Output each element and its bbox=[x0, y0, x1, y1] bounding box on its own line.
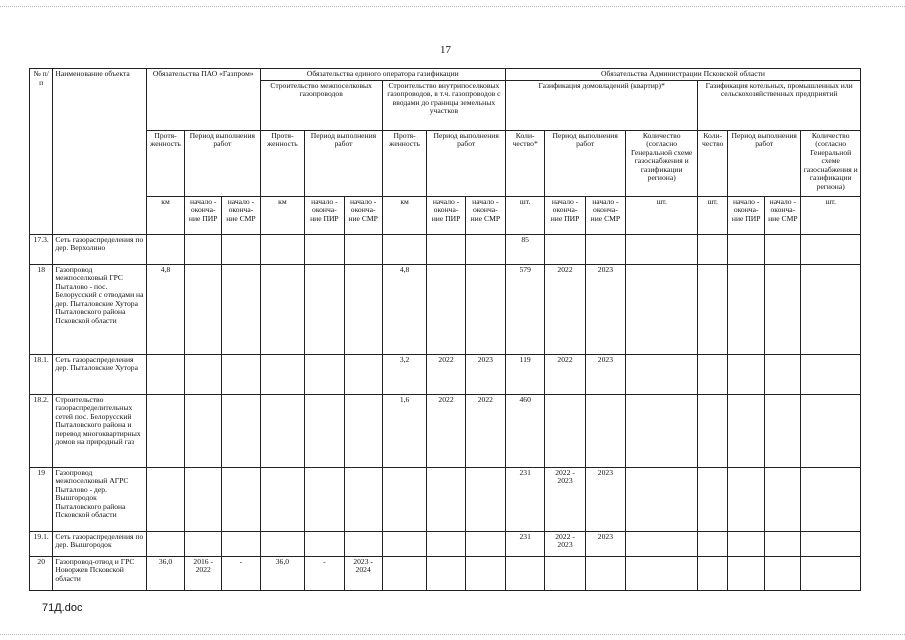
table-row bbox=[30, 531, 861, 556]
table-cell bbox=[765, 264, 801, 354]
unit-km: км bbox=[382, 196, 427, 234]
table-cell: 2022 bbox=[465, 394, 505, 467]
unit-pcs: шт. bbox=[626, 196, 698, 234]
table-cell bbox=[427, 556, 465, 590]
header-count-scheme: Количество (согласно Генеральной схеме газоснабжения и газификации региона) bbox=[626, 130, 698, 196]
table-cell bbox=[305, 264, 344, 354]
table-cell: - bbox=[222, 556, 260, 590]
table-cell bbox=[728, 394, 765, 467]
unit-smr: начало - оконча-ние СМР bbox=[765, 196, 801, 234]
table-cell bbox=[382, 531, 427, 556]
table-cell bbox=[260, 234, 305, 264]
table-cell: 2022 - 2023 bbox=[545, 531, 585, 556]
table-cell bbox=[146, 234, 184, 264]
header-count-scheme: Количество (согласно Генеральной схеме газоснабжения и газификации региона) bbox=[801, 130, 861, 196]
table-cell bbox=[626, 264, 698, 354]
table-cell bbox=[728, 234, 765, 264]
table-cell bbox=[305, 354, 344, 394]
table-cell bbox=[626, 556, 698, 590]
table-cell: 231 bbox=[506, 531, 545, 556]
table-cell bbox=[260, 467, 305, 531]
table-cell: 2023 bbox=[585, 264, 625, 354]
table-cell bbox=[260, 531, 305, 556]
unit-pir: начало - оконча-ние ПИР bbox=[728, 196, 765, 234]
table-cell bbox=[427, 234, 465, 264]
scan-edge-top bbox=[0, 6, 905, 8]
table-cell bbox=[185, 354, 222, 394]
table-cell bbox=[545, 394, 585, 467]
unit-pir: начало - оконча-ние ПИР bbox=[545, 196, 585, 234]
table-row bbox=[30, 467, 861, 531]
table-cell bbox=[427, 467, 465, 531]
object-name: Сеть газораспределения дер. Пыталовские Хутора bbox=[53, 354, 147, 394]
table-cell: - bbox=[305, 556, 344, 590]
object-name: Газопровод межпоселковый ГРС Пыталово - пос. Белорусский с отводами на дер. Пыталовские Хутора Пыталовского района Псковской области bbox=[53, 264, 147, 354]
table-cell bbox=[382, 467, 427, 531]
table-cell bbox=[765, 354, 801, 394]
table-cell bbox=[222, 467, 260, 531]
table-cell: 2023 bbox=[585, 467, 625, 531]
table-cell bbox=[222, 531, 260, 556]
row-number: 20 bbox=[30, 556, 53, 590]
object-name: Газопровод межпоселковый АГРС Пыталово - дер. Вышгородок Пыталовского района Псковской области bbox=[53, 467, 147, 531]
object-name: Сеть газораспределения по дер. Вышгородок bbox=[53, 531, 147, 556]
table-cell bbox=[765, 234, 801, 264]
header-operator: Обязательства единого оператора газификации bbox=[260, 69, 505, 81]
table-cell bbox=[382, 234, 427, 264]
table-cell bbox=[698, 264, 728, 354]
table-row bbox=[30, 234, 861, 264]
unit-smr: начало - оконча-ние СМР bbox=[465, 196, 505, 234]
header-length: Протя-женность bbox=[260, 130, 305, 196]
table-cell bbox=[801, 264, 861, 354]
table-cell: 2016 - 2022 bbox=[185, 556, 222, 590]
unit-pcs: шт. bbox=[506, 196, 545, 234]
table-cell bbox=[260, 264, 305, 354]
table-cell bbox=[465, 467, 505, 531]
table-cell bbox=[626, 467, 698, 531]
table-cell: 4,8 bbox=[382, 264, 427, 354]
table-cell: 2022 - 2023 bbox=[545, 467, 585, 531]
header-admin-boilers: Газификация котельных, промышленных или сельскохозяйственных предприятий bbox=[698, 80, 861, 130]
table-cell bbox=[222, 264, 260, 354]
table-cell bbox=[185, 531, 222, 556]
table-cell bbox=[344, 531, 382, 556]
table-cell bbox=[728, 556, 765, 590]
table-cell bbox=[801, 394, 861, 467]
table-cell bbox=[146, 531, 184, 556]
table-cell bbox=[344, 264, 382, 354]
header-num: № п/п bbox=[30, 69, 53, 235]
table-cell bbox=[626, 394, 698, 467]
table-cell: 2023 bbox=[465, 354, 505, 394]
table-cell bbox=[305, 234, 344, 264]
table-cell bbox=[185, 234, 222, 264]
unit-smr: начало - оконча-ние СМР bbox=[585, 196, 625, 234]
table-cell bbox=[698, 467, 728, 531]
unit-pir: начало - оконча-ние ПИР bbox=[185, 196, 222, 234]
table-cell: 85 bbox=[506, 234, 545, 264]
table-cell bbox=[506, 556, 545, 590]
unit-smr: начало - оконча-ние СМР bbox=[222, 196, 260, 234]
table-cell bbox=[801, 556, 861, 590]
table-cell: 2022 bbox=[545, 354, 585, 394]
row-number: 18.2. bbox=[30, 394, 53, 467]
table-cell bbox=[146, 354, 184, 394]
table-cell bbox=[801, 467, 861, 531]
table-cell bbox=[698, 234, 728, 264]
object-name: Строительство газораспределительных сетей пос. Белорусский Пыталовского района и перевод многоквартирных домов на природный газ bbox=[53, 394, 147, 467]
table-cell bbox=[801, 234, 861, 264]
table-cell bbox=[185, 467, 222, 531]
header-period: Период выполнения работ bbox=[427, 130, 506, 196]
table-cell bbox=[728, 354, 765, 394]
row-number: 18.1. bbox=[30, 354, 53, 394]
table-cell: 231 bbox=[506, 467, 545, 531]
table-cell bbox=[765, 531, 801, 556]
header-period: Период выполнения работ bbox=[728, 130, 801, 196]
table-cell bbox=[765, 394, 801, 467]
table-cell: 2022 bbox=[545, 264, 585, 354]
table-cell bbox=[698, 394, 728, 467]
table-cell bbox=[465, 556, 505, 590]
table-cell bbox=[185, 394, 222, 467]
table-cell bbox=[728, 467, 765, 531]
header-operator-intersettlement: Строительство межпоселковых газопроводов bbox=[260, 80, 382, 130]
table-cell bbox=[146, 394, 184, 467]
table-cell bbox=[222, 234, 260, 264]
scan-edge-bottom bbox=[0, 634, 905, 636]
object-name: Газопровод-отвод и ГРС Новоржев Псковской области bbox=[53, 556, 147, 590]
table-cell bbox=[465, 264, 505, 354]
header-count: Коли-чество* bbox=[506, 130, 545, 196]
table-cell bbox=[801, 354, 861, 394]
row-number: 19.1. bbox=[30, 531, 53, 556]
unit-pir: начало - оконча-ние ПИР bbox=[427, 196, 465, 234]
header-count: Коли-чество bbox=[698, 130, 728, 196]
table-cell bbox=[146, 467, 184, 531]
header-admin-households: Газификация домовладений (квартир)* bbox=[506, 80, 698, 130]
footer-filename: 71Д.doc bbox=[42, 602, 83, 614]
table-cell bbox=[305, 467, 344, 531]
table-cell: 2023 bbox=[585, 354, 625, 394]
table-cell bbox=[344, 467, 382, 531]
header-period: Период выполнения работ bbox=[185, 130, 260, 196]
unit-pir: начало - оконча-ние ПИР bbox=[305, 196, 344, 234]
table-cell: 2023 bbox=[585, 531, 625, 556]
unit-pcs: шт. bbox=[698, 196, 728, 234]
table-cell bbox=[382, 556, 427, 590]
table-cell: 460 bbox=[506, 394, 545, 467]
header-length: Протя-женность bbox=[382, 130, 427, 196]
table-row bbox=[30, 264, 861, 354]
table-cell bbox=[427, 264, 465, 354]
table-cell bbox=[626, 531, 698, 556]
header-gazprom: Обязательства ПАО «Газпром» bbox=[146, 69, 260, 131]
table-cell: 2022 bbox=[427, 394, 465, 467]
table-cell bbox=[626, 234, 698, 264]
header-operator-intrasettlement: Строительство внутрипоселковых газопроводов, в т.ч. газопроводов с вводами до границы земельных участков bbox=[382, 80, 505, 130]
page-number: 17 bbox=[440, 44, 451, 56]
table-cell: 36,0 bbox=[260, 556, 305, 590]
object-name: Сеть газораспределения по дер. Верхолино bbox=[53, 234, 147, 264]
table-cell: 119 bbox=[506, 354, 545, 394]
table-cell bbox=[222, 354, 260, 394]
table-cell bbox=[765, 556, 801, 590]
table-cell bbox=[260, 354, 305, 394]
header-period: Период выполнения работ bbox=[545, 130, 626, 196]
table-cell bbox=[344, 394, 382, 467]
unit-km: км bbox=[146, 196, 184, 234]
table-cell bbox=[728, 531, 765, 556]
table-cell bbox=[585, 234, 625, 264]
header-period: Период выполнения работ bbox=[305, 130, 383, 196]
unit-smr: начало - оконча-ние СМР bbox=[344, 196, 382, 234]
table-cell: 1,6 bbox=[382, 394, 427, 467]
table-cell bbox=[465, 234, 505, 264]
table-cell bbox=[222, 394, 260, 467]
table-cell: 579 bbox=[506, 264, 545, 354]
table-cell bbox=[626, 354, 698, 394]
header-admin: Обязательства Администрации Псковской области bbox=[506, 69, 861, 81]
table-cell bbox=[585, 556, 625, 590]
table-cell: 2022 bbox=[427, 354, 465, 394]
table-cell bbox=[728, 264, 765, 354]
table-cell bbox=[185, 264, 222, 354]
table-row bbox=[30, 556, 861, 590]
unit-km: км bbox=[260, 196, 305, 234]
table-cell: 2023 - 2024 bbox=[344, 556, 382, 590]
table-cell bbox=[698, 556, 728, 590]
row-number: 18 bbox=[30, 264, 53, 354]
header-name: Наименование объекта bbox=[53, 69, 147, 235]
table-cell bbox=[344, 234, 382, 264]
table-cell bbox=[344, 354, 382, 394]
table-body bbox=[30, 234, 861, 590]
table-cell: 36,0 bbox=[146, 556, 184, 590]
table-cell bbox=[545, 556, 585, 590]
table-cell: 3,2 bbox=[382, 354, 427, 394]
table-cell bbox=[585, 394, 625, 467]
table-row bbox=[30, 354, 861, 394]
table-cell: 4,8 bbox=[146, 264, 184, 354]
table-cell bbox=[427, 531, 465, 556]
table-cell bbox=[698, 531, 728, 556]
header-length: Протя-женность bbox=[146, 130, 184, 196]
table-cell bbox=[260, 394, 305, 467]
table-cell bbox=[305, 531, 344, 556]
table-cell bbox=[698, 354, 728, 394]
table-cell bbox=[801, 531, 861, 556]
table-row bbox=[30, 394, 861, 467]
table-cell bbox=[305, 394, 344, 467]
row-number: 19 bbox=[30, 467, 53, 531]
table-cell bbox=[765, 467, 801, 531]
table-cell bbox=[545, 234, 585, 264]
table-cell bbox=[465, 531, 505, 556]
unit-pcs: шт. bbox=[801, 196, 861, 234]
gasification-table bbox=[29, 68, 861, 591]
row-number: 17.3. bbox=[30, 234, 53, 264]
